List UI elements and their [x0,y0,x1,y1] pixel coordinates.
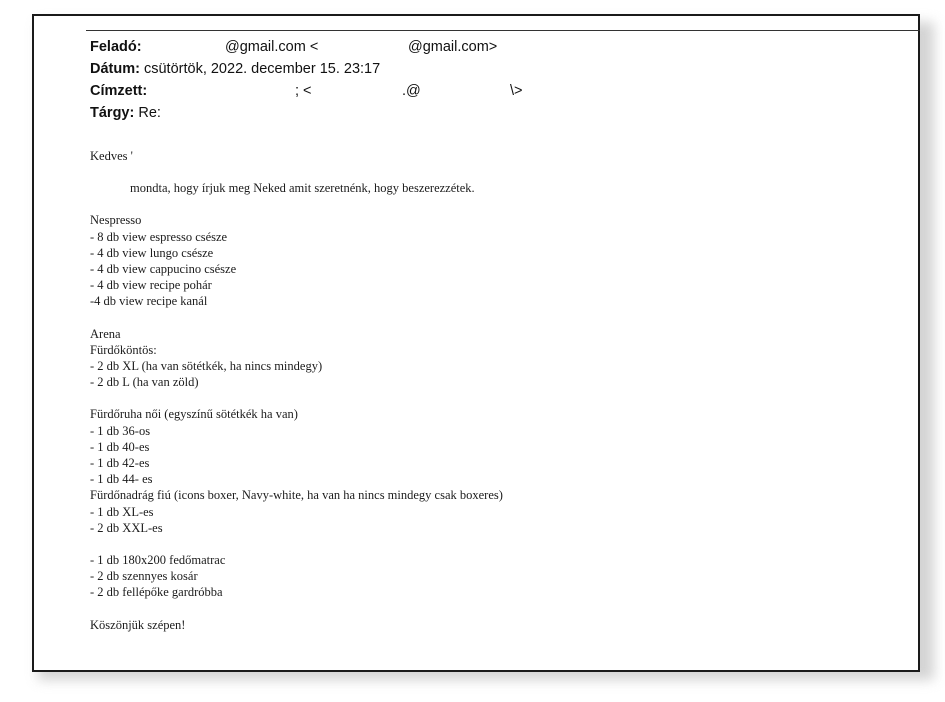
list-item: - 1 db 40-es [90,439,150,454]
section-block [90,326,890,391]
list-item: - 1 db 36-os [90,423,151,438]
document-page [32,14,920,672]
section-block [90,212,890,309]
date-label: Dátum: [90,61,140,77]
list-item: Fürdőnadrág fiú (icons boxer, Navy-white, ha van ha nincs mindegy csak boxeres) [90,488,503,503]
list-item: - 4 db view cappucino csésze [90,262,237,277]
intro-text: mondta, hogy írjuk meg Neked amit szeretnénk, hogy beszerezzétek. [130,181,475,196]
list-item: - 1 db 44- es [90,472,153,487]
to-row [90,80,523,102]
list-item: - 2 db fellépőke gardróbba [90,585,223,600]
from-label: Feladó: [90,39,142,55]
list-item: - 4 db view recipe pohár [90,278,212,293]
list-item: - 2 db L (ha van zöld) [90,375,199,390]
list-item: - 2 db szennyes kosár [90,569,198,584]
list-item: Fürdőköntös: [90,342,157,357]
date-value: csütörtök, 2022. december 15. 23:17 [143,61,381,77]
greeting: Kedves ' [90,149,133,163]
to-value-2: .@ [402,83,421,99]
list-item: Arena [90,326,121,341]
from-row [90,36,498,58]
list-item: - 1 db 180x200 fedőmatrac [90,553,226,568]
subject-value: Re: [138,105,161,121]
subject-label: Tárgy: [90,105,135,121]
email-body [90,148,890,633]
to-value-1: ; < [295,83,312,99]
section-block [90,552,890,601]
header-rule [86,30,920,31]
list-item: - 8 db view espresso csésze [90,229,228,244]
to-value-3: \> [510,83,523,99]
list-item: Fürdőruha női (egyszínű sötétkék ha van) [90,407,298,422]
item-sections [90,212,890,616]
list-item: -4 db view recipe kanál [90,294,208,309]
list-item: - 1 db 42-es [90,456,150,471]
list-item: - 4 db view lungo csésze [90,245,214,260]
list-item: - 2 db XXL-es [90,520,163,535]
from-value-1: @gmail.com < [225,39,319,55]
list-item: - 1 db XL-es [90,504,154,519]
email-header [90,36,523,124]
section-block [90,406,890,536]
date-row [90,58,380,80]
list-item: - 2 db XL (ha van sötétkék, ha nincs mindegy) [90,359,323,374]
to-label: Címzett: [90,83,148,99]
closing: Köszönjük szépen! [90,617,186,632]
list-item: Nespresso [90,213,142,228]
subject-row [90,102,380,124]
from-value-2: @gmail.com> [408,39,498,55]
